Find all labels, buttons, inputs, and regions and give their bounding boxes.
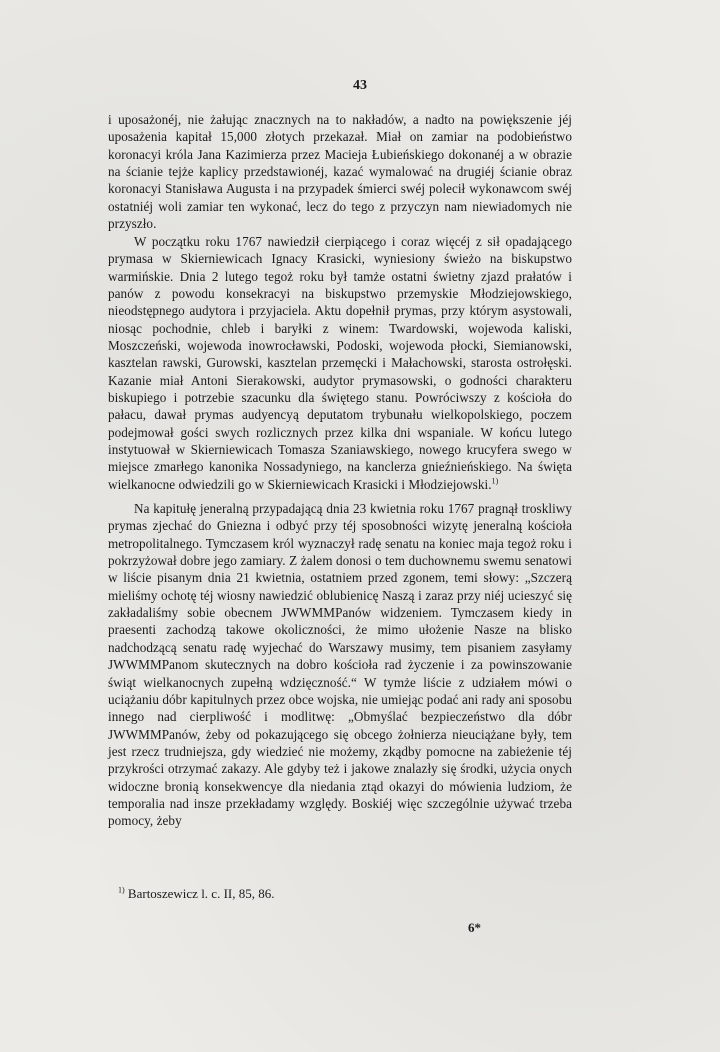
footnote-text: Bartoszewicz l. c. II, 85, 86. — [127, 886, 275, 901]
footnote-marker: 1) — [118, 885, 125, 895]
paragraph-2-text: W początku roku 1767 nawiedził cierpiącego i coraz więcéj z sił opadającego prymasa w Skierniewicach Ignacy Krasicki, wyniesiony świeżo na biskupstwo warmińskie. Dnia 2 lutego tegoż roku był tamże ostatni świetny zjazd prałatów i panów z powodu konsekracyi na biskupstwo przemyskie Młodziejowskiego, nieodstępnego audytora i przyjaciela. Aktu dopełnił prymas, przy którym asystowali, niosąc pochodnie, chleb i baryłki z winem: Twardowski, wojewoda kaliski, Moszczeński, wojewoda inowrocławski, Podoski, wojewoda płocki, Siemianowski, kasztelan rawski, Gurowski, kasztelan przemęcki i Małachowski, starosta ostrołęski. Kazanie miał Antoni Sierakowski, audytor prymasowski, o godności charakteru biskupiego i potrzebie szacunku dla świętego stanu. Powróciwszy z kościoła do pałacu, dawał prymas audyencyą deputatom trybunału wielkopolskiego, poczem podejmował gości swych rozlicznych przez kilka dni wspaniale. W końcu lutego instytuował w Skierniewicach Tomasza Szaniawskiego, nowego krucyfera swego w miejsce zmarłego kanonika Nossadyniego, na kanclerza gnieźnieńskiego. Na święta wielkanocne odwiedzili go w Skierniewicach Krasicki i Młodziejowski. — [108, 233, 572, 492]
footnote-reference: 1) — [491, 476, 499, 486]
paragraph-2 — [108, 233, 572, 493]
paragraph-3: Na kapitułę jeneralną przypadającą dnia 23 kwietnia roku 1767 pragnął troskliwy prymas zjechać do Gniezna i odbyć przy téj sposobności wizytę jeneralną kościoła metropolitalnego. Tymczasem król wyznaczył radę senatu na koniec maja tegoż roku i pokrzyżował dobre jego zamiary. Z żalem donosi o tem duchownemu swemu senatowi w liście pisanym dnia 21 kwietnia, ostatniem przed zgonem, temi słowy: „Szczerą mieliśmy ochotę téj wiosny nawiedzić oblubienicę Naszą i zaraz przy niéj ucieszyć się zakładaliśmy sobie obecnem JWWMMPanów widzeniem. Tymczasem kiedy in praesenti zachodzą takowe okoliczności, że mimo ułożenie Nasze na blisko nadchodzącą senatu radę wyjechać do Warszawy musimy, tem pisaniem zasyłamy JWWMMPanom skutecznych na dobro kościoła rad życzenie i za powinszowanie świąt wielkanocnych zupełną wdzięczność.“ W tymże liście z udziałem mówi o uciążaniu dóbr kapitulnych przez obce wojska, nie umiejąc podać ani rady ani sposobu innego nad cierpliwość i modlitwę: „Obmyślać bezpieczeństwo dla dóbr JWWMMPanów, żeby od pokazującego się obcego żołnierza nieuciążane były, tem jest rzecz trudniejsza, gdy wiedzieć nie możemy, zkądby pomocne na zabieżenie téj przykrości otrzymać zakazy. Ale gdyby też i jakowe znalazły się środki, użycia onych widoczne bronią konsekwencye dla niedania ztąd okazyi do mówienia ludziom, że temporalia nad insze przekładamy względy. Boskiéj więc szczególnie używać trzeba pomocy, żeby — [108, 501, 572, 829]
page-number: 43 — [353, 78, 367, 93]
footnote — [118, 886, 558, 902]
signature-mark: 6* — [468, 920, 481, 935]
paragraph-1: i uposażonéj, nie żałując znacznych na to nakładów, a nadto na powiększenie jéj uposażenia kapitał 15,000 złotych przekazał. Miał on zamiar na podobieństwo koronacyi króla Jana Kazimierza przez Macieja Łubieńskiego dokonanéj a w obrazie na ścianie tejże kaplicy przedstawionéj, kazać wymalować na drugiéj ścianie obraz koronacyi Stanisława Augusta i na przypadek śmierci swéj polecił wykonawcom swéj ostatniéj woli zamiar ten wykonać, lecz do tego z przyczyn nam niewiadomych nie przyszło. — [108, 112, 572, 232]
body-text — [108, 111, 572, 830]
